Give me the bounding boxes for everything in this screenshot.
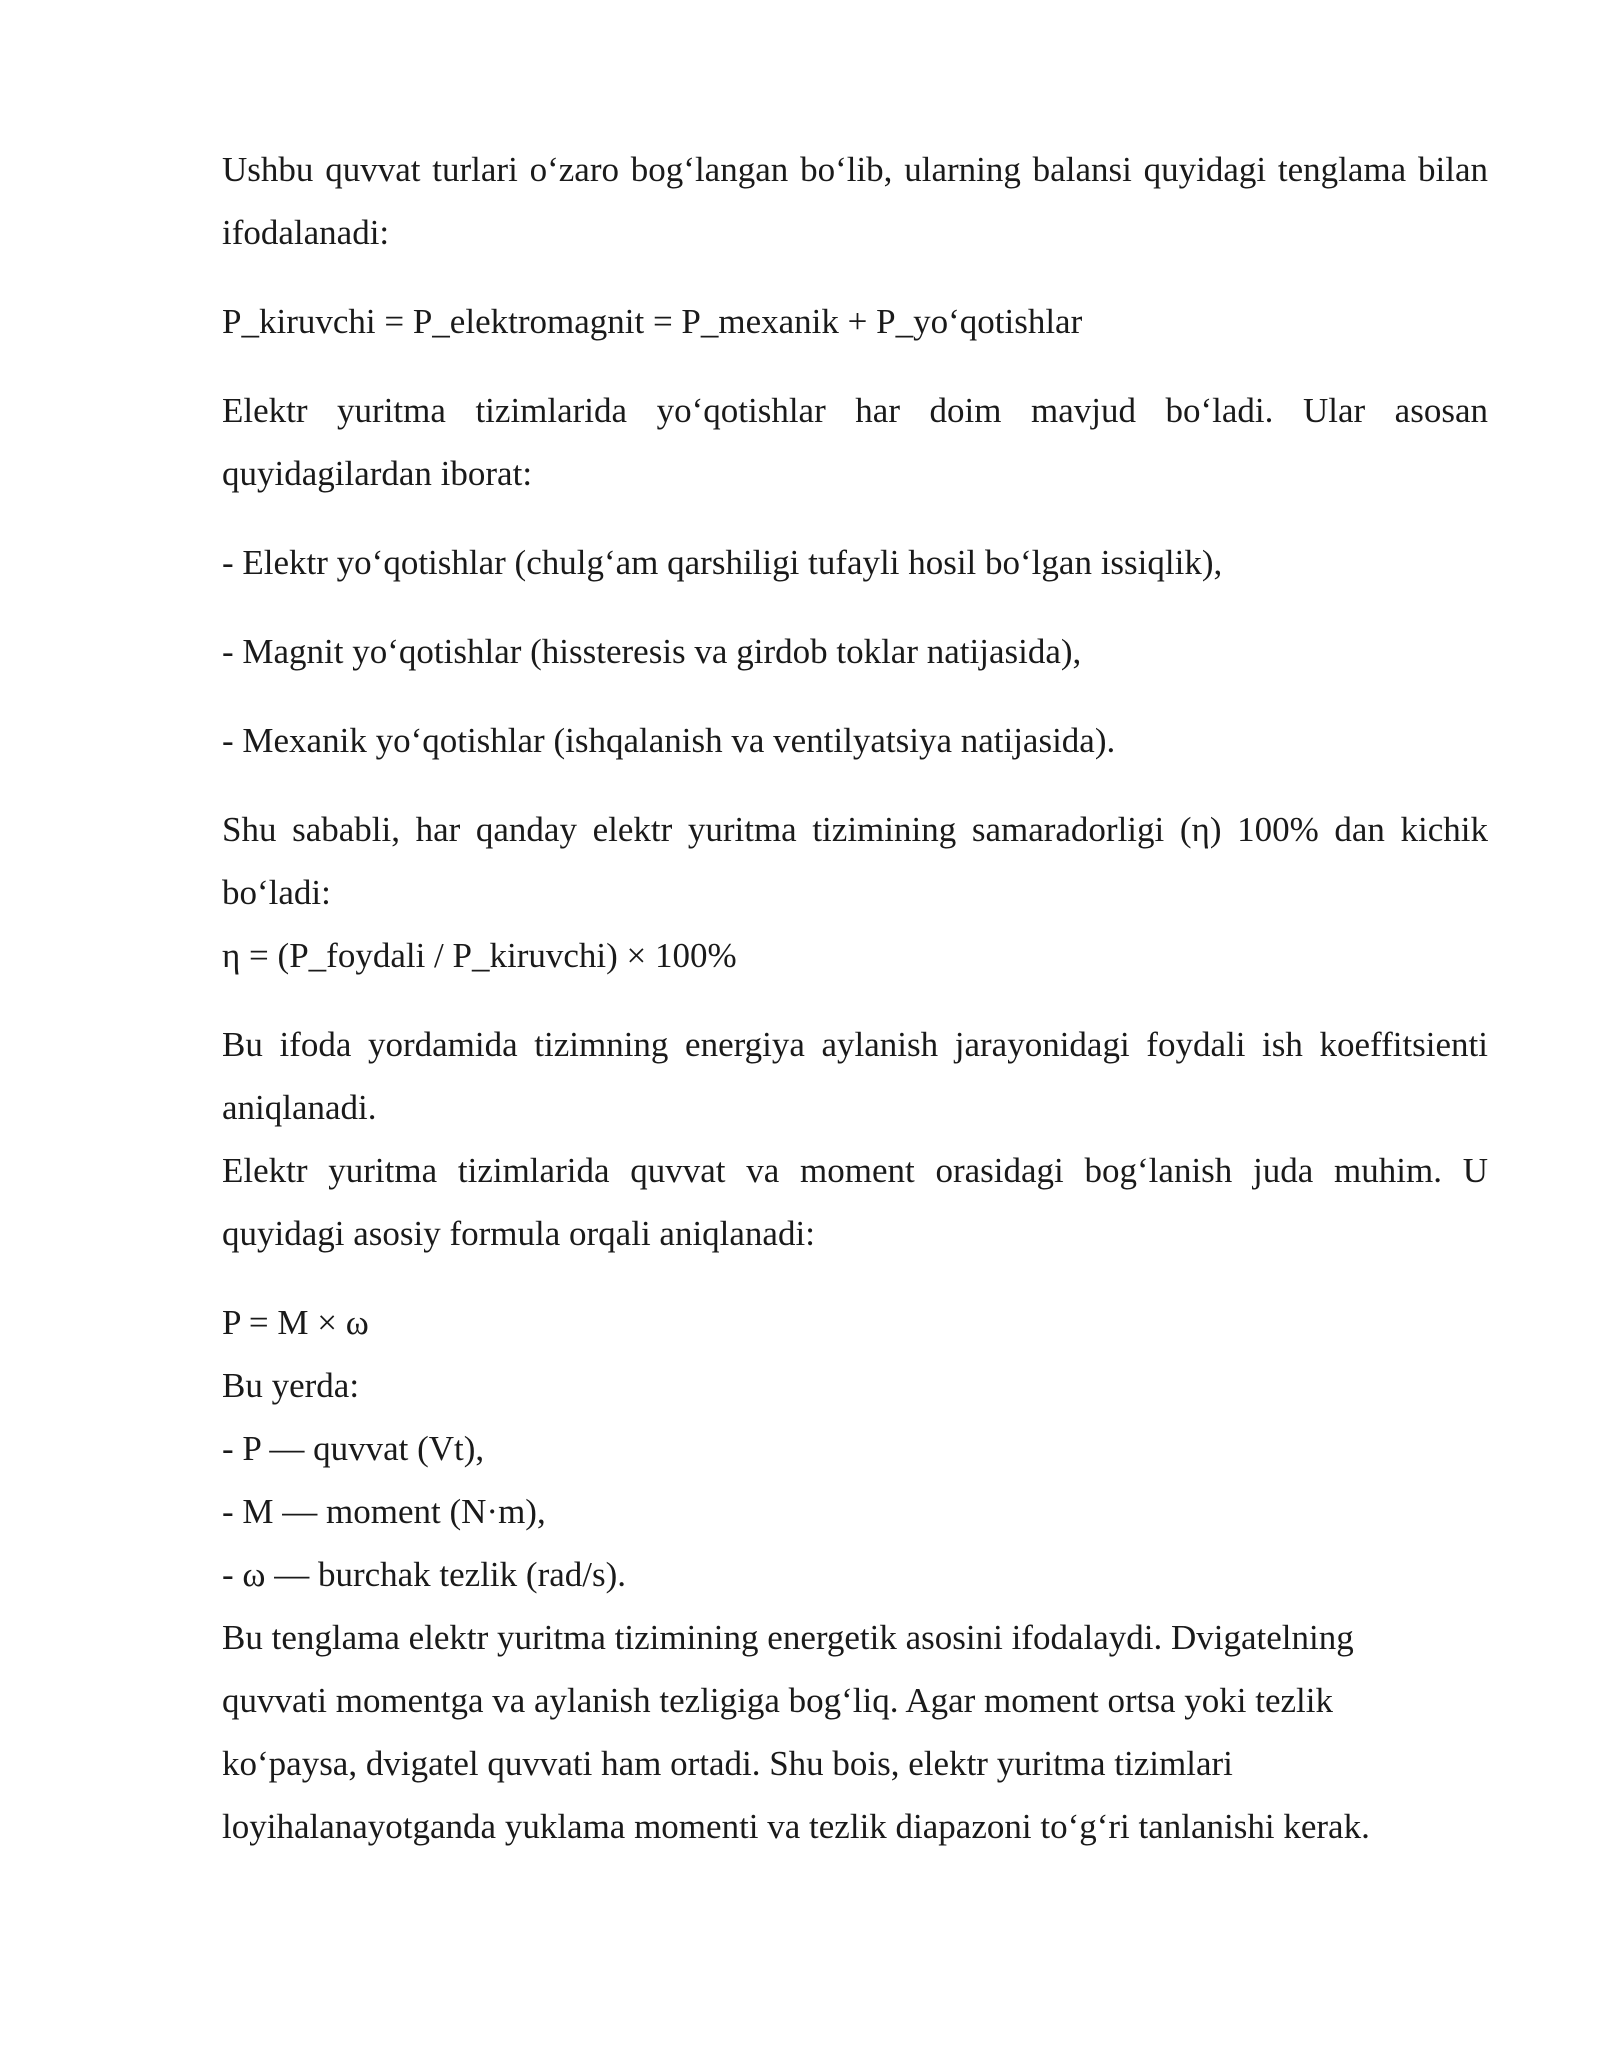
list-item-mechanical-losses: - Mexanik yo‘qotishlar (ishqalanish va ventilyatsiya natijasida). (222, 721, 1116, 760)
paragraph-losses-intro: Elektr yuritma tizimlarida yo‘qotishlar har doim mavjud bo‘ladi. Ular asosan quyidagilardan iborat: (222, 391, 1488, 493)
paragraph-conclusion-line-2: quvvati momentga va aylanish tezligiga bog‘liq. Agar moment ortsa yoki tezlik (222, 1681, 1333, 1720)
equation-power-balance: P_kiruvchi = P_elektromagnit = P_mexanik + P_yo‘qotishlar (222, 302, 1083, 341)
definition-power: - P — quvvat (Vt), (222, 1429, 485, 1468)
equation-efficiency: η = (P_foydali / P_kiruvchi) × 100% (222, 936, 737, 975)
definitions-heading: Bu yerda: (222, 1366, 360, 1405)
list-item-electrical-losses: - Elektr yo‘qotishlar (chulg‘am qarshiligi tufayli hosil bo‘lgan issiqlik), (222, 543, 1223, 582)
paragraph-conclusion-line-1: Bu tenglama elektr yuritma tizimining energetik asosini ifodalaydi. Dvigatelning (222, 1618, 1354, 1657)
paragraph-power-balance-intro: Ushbu quvvat turlari o‘zaro bog‘langan bo‘lib, ularning balansi quyidagi tenglama bilan ifodalanadi: (222, 150, 1488, 252)
paragraph-conclusion-line-3: ko‘paysa, dvigatel quvvati ham ortadi. Shu bois, elektr yuritma tizimlari (222, 1744, 1233, 1783)
equation-power-moment: P = M × ω (222, 1303, 369, 1342)
definition-angular-speed: - ω — burchak tezlik (rad/s). (222, 1555, 627, 1594)
definition-moment: - M — moment (N·m), (222, 1492, 546, 1531)
paragraph-conclusion-line-4: loyihalanayotganda yuklama momenti va tezlik diapazoni to‘g‘ri tanlanishi kerak. (222, 1807, 1370, 1846)
paragraph-efficiency-meaning: Bu ifoda yordamida tizimning energiya aylanish jarayonidagi foydali ish koeffitsienti aniqlanadi. (222, 1025, 1488, 1127)
list-item-magnetic-losses: - Magnit yo‘qotishlar (hissteresis va girdob toklar natijasida), (222, 632, 1082, 671)
document-body (222, 138, 1488, 1858)
paragraph-power-moment-intro: Elektr yuritma tizimlarida quvvat va moment orasidagi bog‘lanish juda muhim. U quyidagi asosiy formula orqali aniqlanadi: (222, 1151, 1488, 1253)
paragraph-efficiency-intro: Shu sababli, har qanday elektr yuritma tizimining samaradorligi (η) 100% dan kichik bo‘ladi: (222, 810, 1488, 912)
